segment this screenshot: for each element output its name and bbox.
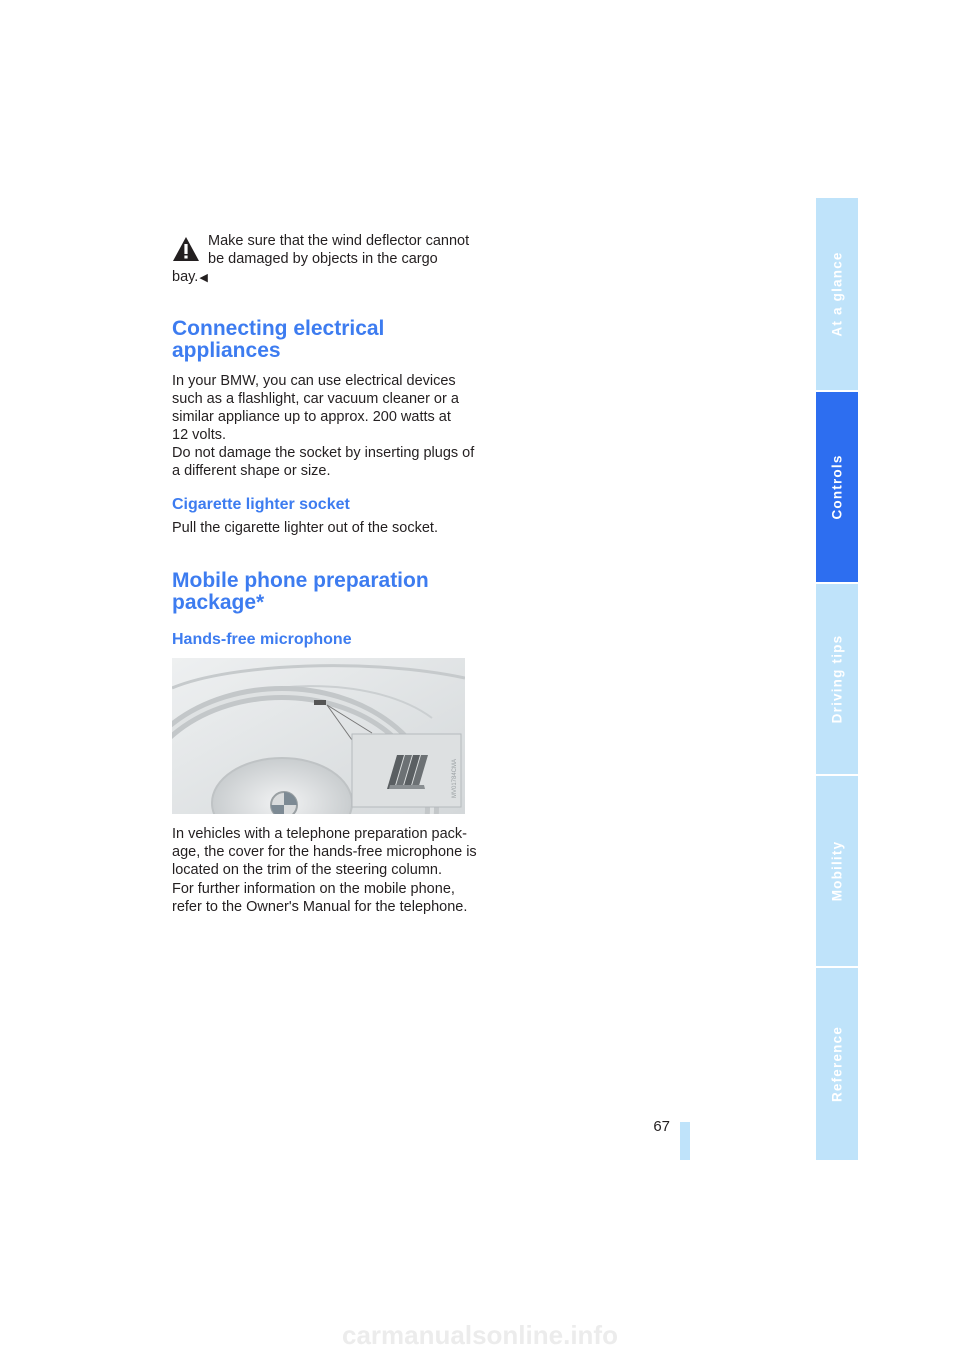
tab-driving-tips[interactable]: [816, 584, 858, 776]
warning-line-3: [172, 268, 208, 287]
text-line: 12 volts.: [172, 427, 226, 443]
watermark: carmanualsonline.info: [342, 1320, 618, 1350]
page-marker: [680, 1122, 690, 1160]
subheading-hands-free-microphone: Hands-free microphone: [172, 631, 352, 648]
tab-controls[interactable]: [816, 392, 858, 584]
text-line: such as a flashlight, car vacuum cleaner or a: [172, 391, 459, 407]
end-mark-icon: ◀: [199, 272, 208, 284]
heading-line: appliances: [172, 339, 281, 362]
warning-icon: [172, 236, 200, 262]
text-line: similar appliance up to approx. 200 watts at: [172, 409, 451, 425]
text-line: refer to the Owner's Manual for the telephone.: [172, 899, 468, 915]
tab-label: Controls: [829, 454, 845, 520]
subheading-cigarette-lighter: Cigarette lighter socket: [172, 496, 350, 513]
warning-line-1: Make sure that the wind deflector cannot: [208, 233, 470, 249]
tab-label: Driving tips: [829, 634, 845, 724]
image-code: MV01784CMA: [452, 758, 458, 798]
paragraph-further-information: [172, 880, 467, 916]
text-line: a different shape or size.: [172, 463, 331, 479]
paragraph-electrical-devices: [172, 372, 474, 480]
paragraph-cigarette-lighter: Pull the cigarette lighter out of the socket.: [172, 520, 438, 536]
warning-line-2: be damaged by objects in the cargo: [208, 251, 438, 267]
tab-mobility[interactable]: [816, 776, 858, 968]
tab-at-a-glance[interactable]: [816, 198, 858, 392]
heading-line: Mobile phone preparation: [172, 569, 429, 592]
tab-label: At a glance: [829, 251, 845, 337]
paragraph-microphone-location: [172, 825, 477, 879]
text-line: For further information on the mobile phone,: [172, 881, 455, 897]
heading-line: package*: [172, 591, 265, 614]
section-heading-electrical: [172, 318, 384, 362]
text-line: In your BMW, you can use electrical devices: [172, 373, 456, 389]
text-line: located on the trim of the steering column.: [172, 862, 443, 878]
heading-line: Connecting electrical: [172, 317, 385, 340]
tab-label: Reference: [829, 1025, 845, 1103]
tab-reference[interactable]: [816, 968, 858, 1162]
steering-wheel-microphone-illustration: [172, 658, 465, 814]
page-number: 67: [653, 1118, 670, 1135]
text-line: In vehicles with a telephone preparation pack-: [172, 826, 468, 842]
text-line: Do not damage the socket by inserting plugs of: [172, 445, 475, 461]
warning-text-end: bay.: [172, 269, 199, 285]
section-heading-mobile-phone: [172, 570, 429, 614]
tab-label: Mobility: [829, 840, 845, 902]
text-line: age, the cover for the hands-free microphone is: [172, 844, 477, 860]
